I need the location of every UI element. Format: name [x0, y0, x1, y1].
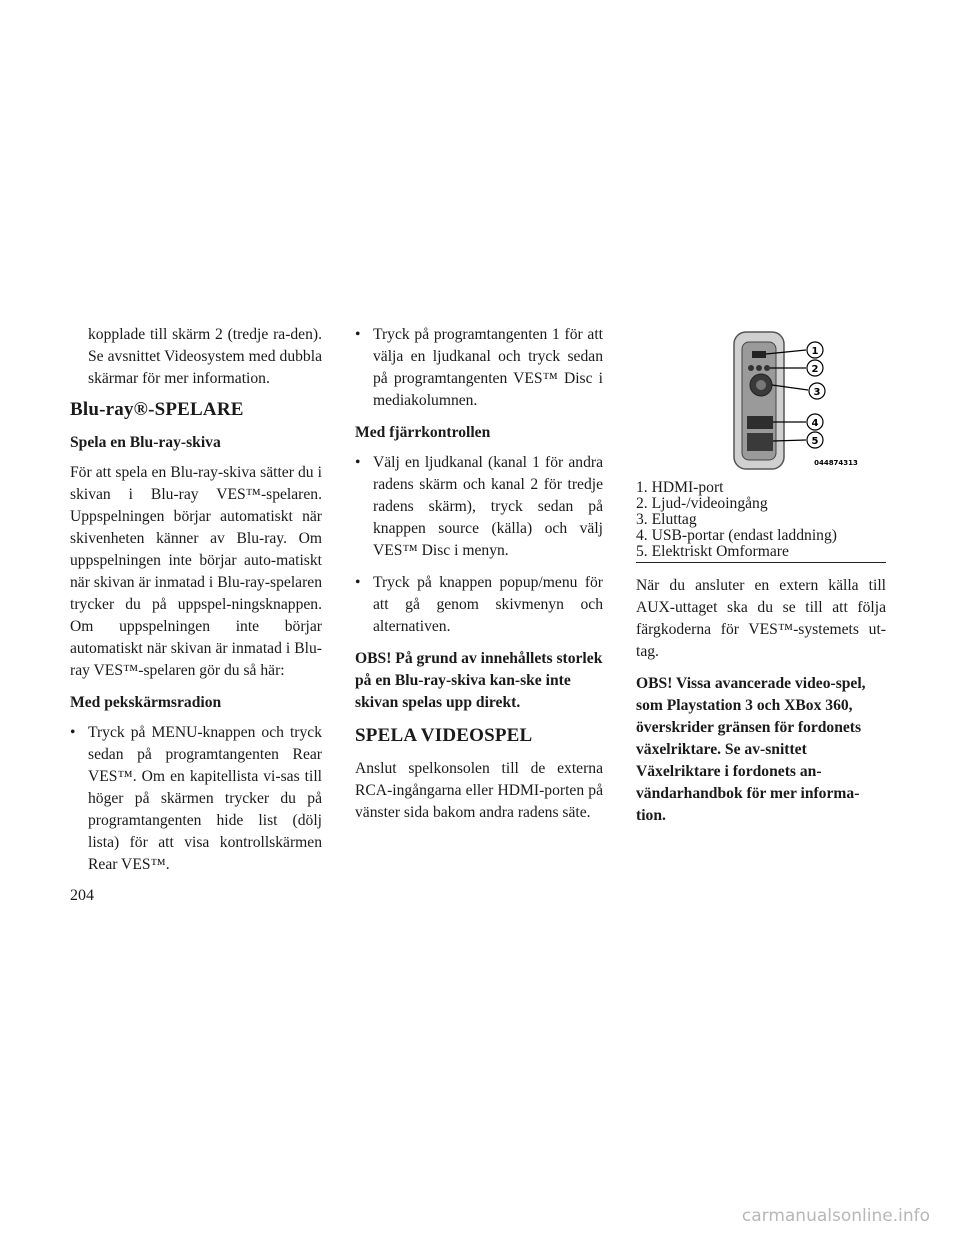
subheading-remote: Med fjärrkontrollen — [355, 424, 491, 441]
power-outlet-core — [756, 380, 766, 390]
bullet-item — [70, 722, 322, 876]
note-bluray: OBS! På grund av innehållets storlek på en Blu-ray-skiva kan-ske inte skivan spelas upp direkt. — [355, 650, 603, 711]
section-heading-videogames: SPELA VIDEOSPEL — [355, 725, 533, 746]
bullet-dot: • — [355, 454, 361, 471]
bullet-dot: • — [355, 574, 361, 591]
console-figure — [636, 326, 886, 476]
bullet-item — [355, 324, 603, 412]
bullet-dot: • — [355, 326, 361, 343]
av-jack-shape — [764, 365, 770, 371]
av-jack-shape — [748, 365, 754, 371]
subheading-play-disc: Spela en Blu-ray-skiva — [70, 434, 221, 451]
subheading-touchscreen: Med pekskärmsradion — [70, 694, 222, 711]
note-videogames: OBS! Vissa avancerade video-spel, som Playstation 3 och XBox 360, överskrider gränsen för fordonets växelriktare. Se av-snittet Växelriktare i fordonets an-vändarhandbok för mer informa-tion. — [636, 675, 866, 824]
bullet-text: Tryck på knappen popup/menu för att gå genom skivmenyn och alternativen. — [373, 574, 603, 635]
column-right — [636, 326, 886, 837]
bullet-item — [355, 452, 603, 562]
column-left — [70, 324, 322, 886]
intro-continuation: kopplade till skärm 2 (tredje ra-den). Se avsnittet Videosystem med dubbla skärmar för mer information. — [88, 326, 322, 387]
section-heading-bluray: Blu-ray®-SPELARE — [70, 399, 244, 420]
caption-item: 3. Eluttag — [636, 511, 697, 528]
bullet-text: Tryck på MENU-knappen och tryck sedan på programtangenten Rear VES™. Om en kapitellista vi-sas till höger på skärmen trycker du på programtangenten hide list (dölj lista) för att visa kontrollskärmen Rear VES™. — [88, 724, 322, 873]
usb-ports-shape — [747, 416, 773, 429]
watermark: carmanualsonline.info — [741, 1206, 930, 1226]
callout-number: 3 — [813, 387, 821, 398]
page-number: 204 — [70, 887, 94, 904]
callout-number: 2 — [811, 364, 819, 375]
rear-console-panel-illustration — [636, 326, 886, 476]
hdmi-port-shape — [752, 351, 766, 358]
callout-number: 1 — [811, 346, 819, 357]
column-middle — [355, 324, 603, 834]
paragraph-videogames: Anslut spelkonsolen till de externa RCA-ingångarna eller HDMI-porten på vänster sida bakom andra radens säte. — [355, 760, 603, 821]
caption-item: 4. USB-portar (endast laddning) — [636, 527, 837, 544]
bullet-item — [355, 572, 603, 638]
figure-code: 044874313 — [814, 459, 858, 467]
callout-number: 4 — [811, 418, 819, 429]
callout-number: 5 — [811, 436, 819, 447]
paragraph-play-disc: För att spela en Blu-ray-skiva sätter du i skivan i Blu-ray VES™-spelaren. Uppspelningen börjar automatiskt när skivenheten känner av Blu-ray. Om uppspelningen inte börjar auto-matiskt när skivan är inmatad i Blu-ray-spelaren trycker du på uppspel-ningsknappen. Om uppspelningen inte börjar automatiskt när skivan är inmatad i Blu-ray VES™-spelaren gör du så här: — [70, 464, 322, 679]
paragraph-aux: När du ansluter en extern källa till AUX-uttaget ska du se till att följa färgkoderna för VES™-systemets ut-tag. — [636, 577, 886, 660]
figure-captions — [636, 480, 886, 563]
caption-item: 5. Elektriskt Omformare — [636, 543, 789, 560]
bullet-text: Tryck på programtangenten 1 för att välja en ljudkanal och tryck sedan på programtangenten VES™ Disc i mediakolumnen. — [373, 326, 603, 409]
caption-item: 2. Ljud-/videoingång — [636, 495, 768, 512]
caption-item: 1. HDMI-port — [636, 479, 724, 496]
av-jack-shape — [756, 365, 762, 371]
bullet-dot: • — [70, 724, 76, 741]
inverter-outlet-shape — [747, 433, 773, 451]
bullet-text: Välj en ljudkanal (kanal 1 för andra radens skärm och kanal 2 för tredje radens skärm), tryck sedan på knappen source (källa) och välj VES™ Disc i menyn. — [373, 454, 603, 559]
